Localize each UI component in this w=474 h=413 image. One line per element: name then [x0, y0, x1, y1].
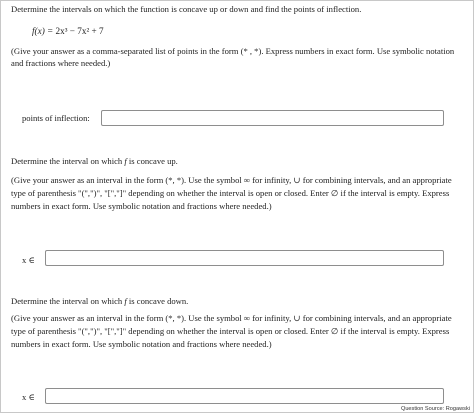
concave-up-label: x ∈	[22, 255, 35, 265]
concave-down-heading-start: Determine the interval on which	[11, 296, 125, 306]
inflection-instructions: (Give your answer as a comma-separated list of points in the form (* , *). Express numbers in exact form. Use symbolic notation and fractions where needed.)	[11, 46, 455, 69]
concave-down-heading-end: is concave down.	[126, 296, 189, 306]
function-lhs: f(x) =	[32, 26, 56, 36]
concave-up-heading-end: is concave up.	[126, 156, 178, 166]
concave-up-heading	[11, 155, 466, 167]
concave-up-heading-start: Determine the interval on which	[11, 156, 125, 166]
concave-up-heading-f: f	[124, 156, 127, 166]
function-definition	[32, 25, 104, 37]
inflection-label: points of inflection:	[22, 113, 90, 123]
concave-down-heading-f: f	[124, 296, 127, 306]
function-rhs: 2x³ − 7x² + 7	[55, 26, 104, 36]
concave-down-input[interactable]	[45, 388, 444, 404]
concave-down-instructions: (Give your answer as an interval in the form (*, *). Use the symbol ∞ for infinity, ∪ for combining intervals, and an appropriate type of parenthesis "(",")", "[","]" depending on whether the interval is open or closed. Enter ∅ if the interval is empty. Express numbers in exact form. Use symbolic notation and fractions where needed.)	[11, 313, 452, 349]
concave-down-label: x ∈	[22, 392, 35, 402]
concave-up-input[interactable]	[45, 250, 444, 266]
question-source: Question Source: Rogawski	[400, 406, 470, 412]
inflection-input[interactable]	[101, 110, 444, 126]
concave-down-heading	[11, 295, 466, 307]
problem-prompt: Determine the intervals on which the function is concave up or down and find the points of inflection.	[11, 4, 362, 14]
concave-up-instructions: (Give your answer as an interval in the form (*, *). Use the symbol ∞ for infinity, ∪ for combining intervals, and an appropriate type of parenthesis "(",")", "[","]" depending on whether the interval is open or closed. Enter ∅ if the interval is empty. Express numbers in exact form. Use symbolic notation and fractions where needed.)	[11, 175, 452, 211]
